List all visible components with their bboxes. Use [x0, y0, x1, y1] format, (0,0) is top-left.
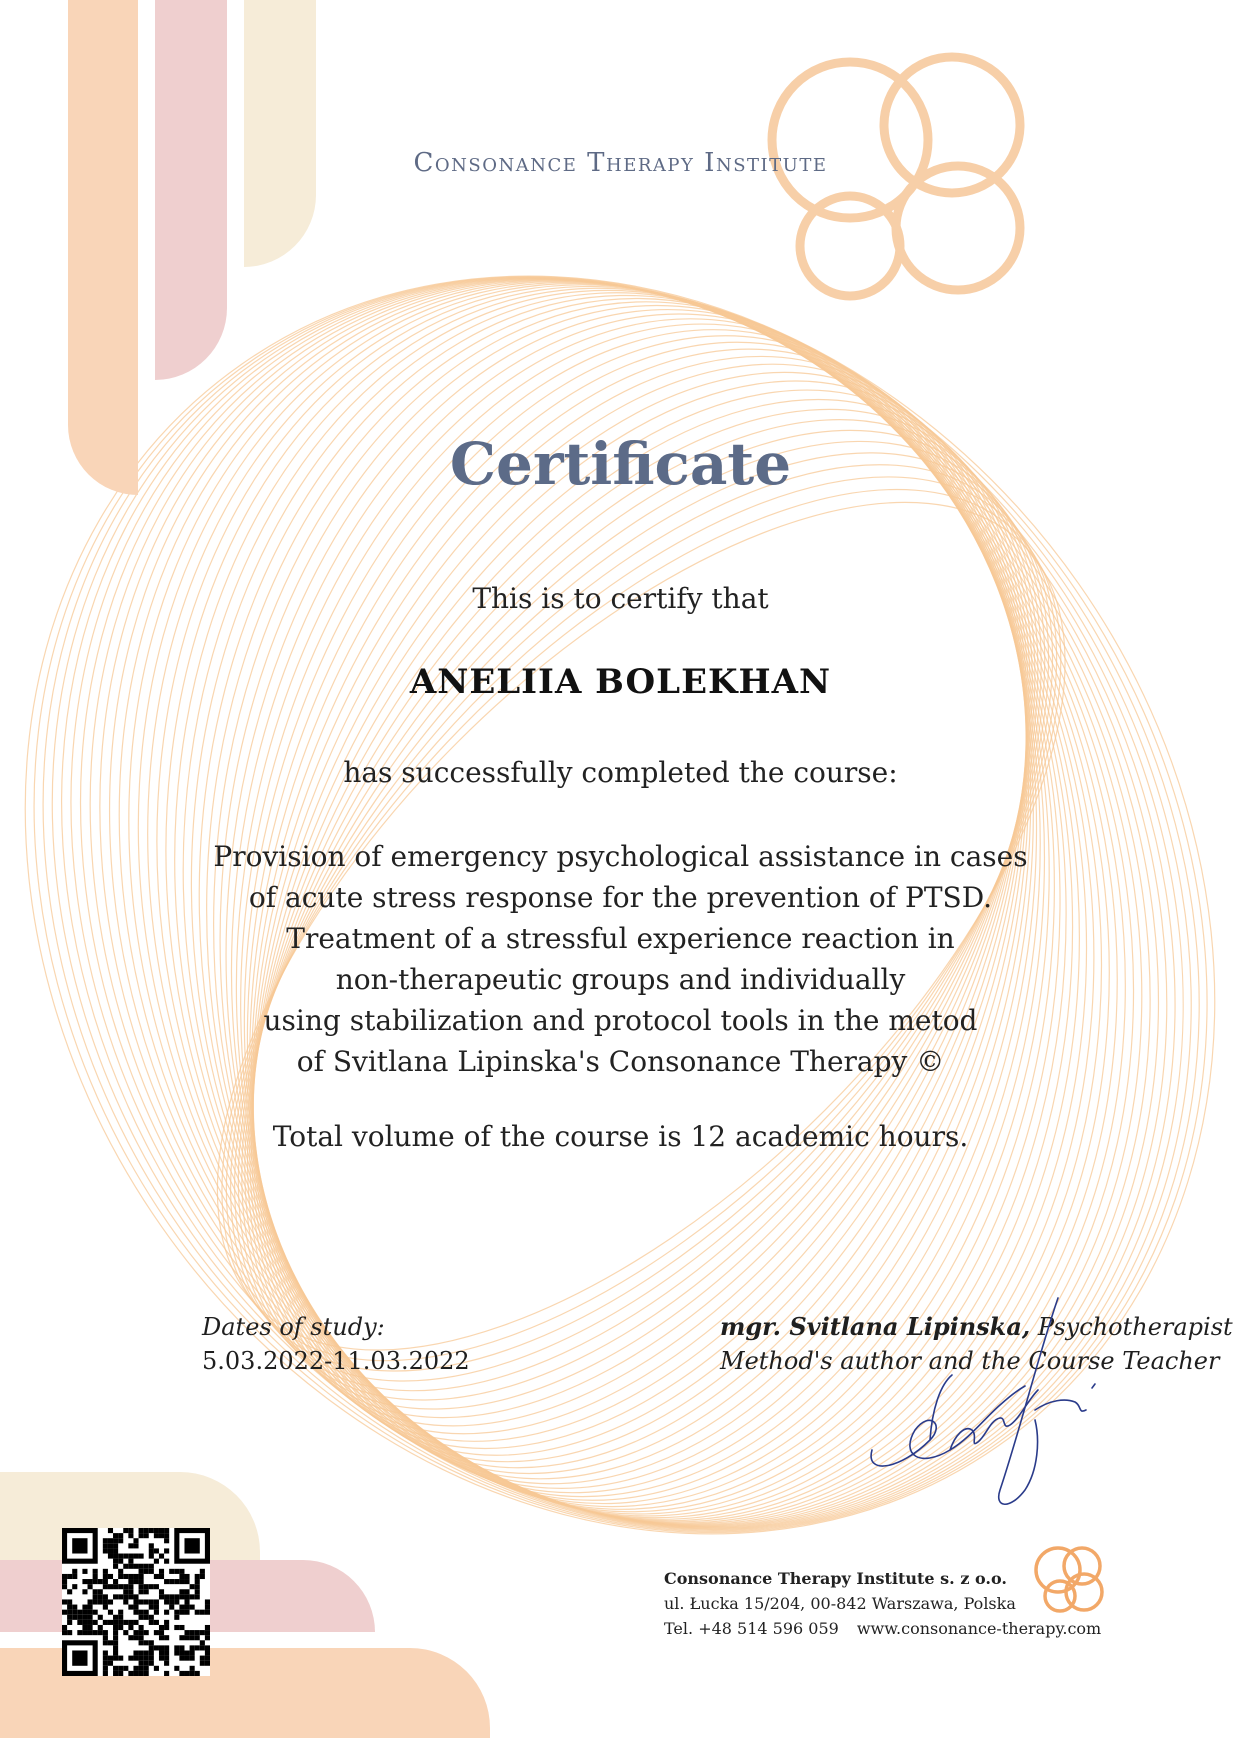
course-line: of Svitlana Lipinska's Consonance Therapy © [296, 1045, 945, 1078]
completed-line: has successfully completed the course: [343, 756, 898, 789]
course-line: Provision of emergency psychological assistance in cases [213, 840, 1028, 873]
teacher-title: Method's author and the Course Teacher [720, 1347, 1220, 1375]
company-website[interactable]: www.consonance-therapy.com [856, 1619, 1102, 1638]
decor-bar-cream [244, 0, 316, 267]
course-line: using stabilization and protocol tools in the metod [263, 1004, 978, 1037]
signature-icon [860, 1290, 1120, 1520]
teacher-name: mgr. Svitlana Lipinska, [720, 1312, 1031, 1341]
course-line: of acute stress response for the prevention of PTSD. [248, 881, 993, 914]
certificate-title: Certificate [449, 430, 792, 498]
institute-name: Consonance Therapy Institute [413, 148, 828, 178]
study-dates-value: 5.03.2022-11.03.2022 [202, 1347, 470, 1375]
course-line: Treatment of a stressful experience reaction in [286, 922, 955, 955]
recipient-name: ANELIIA BOLEKHAN [409, 662, 832, 702]
decor-bar-rose [155, 0, 227, 380]
company-phone: Tel. +48 514 596 059 [664, 1619, 839, 1638]
teacher-role: Psychotherapist [1037, 1313, 1233, 1341]
company-name: Consonance Therapy Institute s. z o.o. [664, 1569, 1007, 1588]
certify-line: This is to certify that [472, 582, 769, 615]
company-address: ul. Łucka 15/204, 00-842 Warszawa, Polska [664, 1594, 1016, 1613]
interlocking-rings-logo-icon [760, 50, 1060, 310]
qr-code-icon [62, 1528, 210, 1676]
study-dates-label: Dates of study: [202, 1313, 385, 1341]
course-line: non-therapeutic groups and individually [335, 963, 906, 996]
decor-bar-peach [68, 0, 138, 495]
footer-rings-logo-icon [1030, 1540, 1110, 1620]
course-volume: Total volume of the course is 12 academic hours. [272, 1120, 969, 1153]
course-description [0, 836, 1241, 1082]
study-dates [202, 1310, 470, 1378]
